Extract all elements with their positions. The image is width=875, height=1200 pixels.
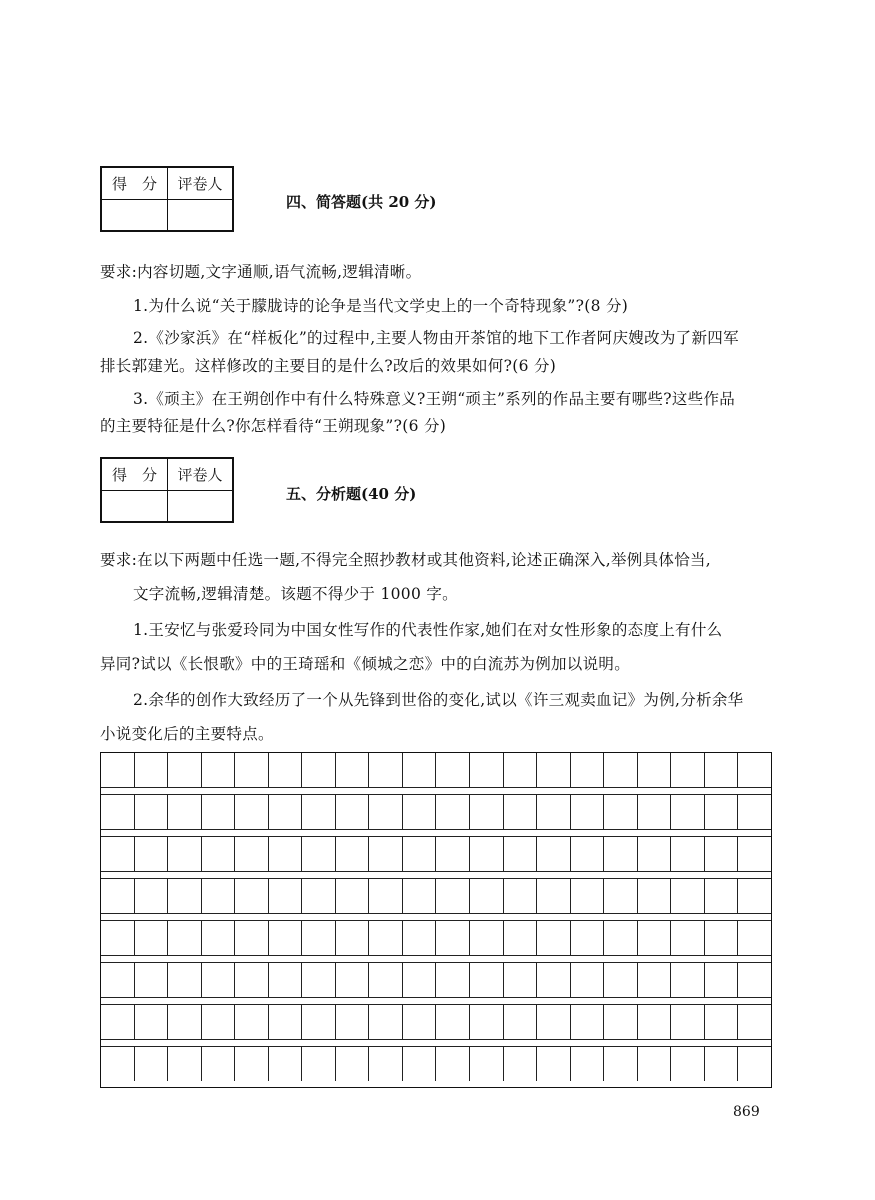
grid-cell[interactable] bbox=[469, 1005, 503, 1039]
grid-cell[interactable] bbox=[201, 879, 235, 913]
section-5-question-2-line-1: 2.余华的创作大致经历了一个从先锋到世俗的变化,试以《许三观卖血记》为例,分析余华 bbox=[133, 691, 744, 709]
grid-cell[interactable] bbox=[234, 1047, 268, 1081]
grid-cell[interactable] bbox=[570, 921, 604, 955]
grid-cell[interactable] bbox=[704, 837, 738, 871]
section-5-question-1-line-1: 1.王安忆与张爱玲同为中国女性写作的代表性作家,她们在对女性形象的态度上有什么 bbox=[133, 621, 723, 639]
grid-cell[interactable] bbox=[101, 1047, 134, 1081]
grid-cell[interactable] bbox=[301, 753, 335, 787]
grid-cell[interactable] bbox=[704, 963, 738, 997]
grid-row bbox=[101, 1047, 771, 1081]
score-field[interactable] bbox=[102, 200, 168, 230]
grid-cell[interactable] bbox=[704, 1047, 738, 1081]
grid-cell[interactable] bbox=[603, 1047, 637, 1081]
grid-cell[interactable] bbox=[637, 879, 671, 913]
grid-cell[interactable] bbox=[101, 921, 134, 955]
grid-cell[interactable] bbox=[570, 795, 604, 829]
grid-row bbox=[101, 879, 771, 913]
grid-cell[interactable] bbox=[101, 1005, 134, 1039]
grid-cell[interactable] bbox=[737, 753, 771, 787]
grid-cell[interactable] bbox=[268, 753, 302, 787]
grid-cell[interactable] bbox=[637, 921, 671, 955]
grader-label: 评卷人 bbox=[168, 168, 232, 200]
grid-cell[interactable] bbox=[737, 837, 771, 871]
grid-cell[interactable] bbox=[435, 879, 469, 913]
grid-row bbox=[101, 837, 771, 871]
grid-cell[interactable] bbox=[603, 837, 637, 871]
grid-cell[interactable] bbox=[368, 921, 402, 955]
grid-cell[interactable] bbox=[301, 1005, 335, 1039]
grid-cell[interactable] bbox=[435, 837, 469, 871]
grid-cell[interactable] bbox=[704, 1005, 738, 1039]
grid-cell[interactable] bbox=[268, 963, 302, 997]
grid-cell[interactable] bbox=[570, 1005, 604, 1039]
grid-cell[interactable] bbox=[503, 1047, 537, 1081]
grid-cell[interactable] bbox=[435, 963, 469, 997]
grid-cell[interactable] bbox=[737, 1047, 771, 1081]
grid-cell[interactable] bbox=[536, 795, 570, 829]
grid-cell[interactable] bbox=[167, 921, 201, 955]
grid-cell[interactable] bbox=[335, 963, 369, 997]
grid-cell[interactable] bbox=[570, 837, 604, 871]
grid-row bbox=[101, 795, 771, 829]
grid-cell[interactable] bbox=[268, 795, 302, 829]
grid-cell[interactable] bbox=[737, 879, 771, 913]
grid-cell[interactable] bbox=[737, 921, 771, 955]
grid-cell[interactable] bbox=[134, 1047, 168, 1081]
grid-cell[interactable] bbox=[670, 753, 704, 787]
grid-cell[interactable] bbox=[603, 795, 637, 829]
grid-cell[interactable] bbox=[670, 879, 704, 913]
answer-grid[interactable] bbox=[100, 752, 772, 1088]
section-4-question-2-line-2: 排长郭建光。这样修改的主要目的是什么?改后的效果如何?(6 分) bbox=[100, 357, 557, 375]
grid-cell[interactable] bbox=[234, 795, 268, 829]
grid-cell[interactable] bbox=[268, 921, 302, 955]
grid-cell[interactable] bbox=[435, 1005, 469, 1039]
grid-cell[interactable] bbox=[637, 753, 671, 787]
grid-cell[interactable] bbox=[503, 1005, 537, 1039]
grid-cell[interactable] bbox=[469, 921, 503, 955]
grid-row-separator bbox=[101, 871, 771, 879]
grid-cell[interactable] bbox=[335, 753, 369, 787]
grid-cell[interactable] bbox=[301, 879, 335, 913]
grid-cell[interactable] bbox=[167, 837, 201, 871]
grid-cell[interactable] bbox=[301, 963, 335, 997]
grid-cell[interactable] bbox=[670, 837, 704, 871]
grid-cell[interactable] bbox=[201, 963, 235, 997]
grid-cell[interactable] bbox=[234, 921, 268, 955]
grid-cell[interactable] bbox=[737, 795, 771, 829]
grid-cell[interactable] bbox=[670, 1047, 704, 1081]
page-number: 869 bbox=[733, 1104, 760, 1120]
grid-cell[interactable] bbox=[536, 1047, 570, 1081]
score-field[interactable] bbox=[102, 491, 168, 521]
grid-cell[interactable] bbox=[201, 837, 235, 871]
grid-cell[interactable] bbox=[637, 1047, 671, 1081]
grid-row-separator bbox=[101, 1039, 771, 1047]
grid-cell[interactable] bbox=[503, 963, 537, 997]
grid-cell[interactable] bbox=[570, 879, 604, 913]
grid-cell[interactable] bbox=[435, 753, 469, 787]
grid-cell[interactable] bbox=[167, 879, 201, 913]
grid-cell[interactable] bbox=[603, 963, 637, 997]
grid-cell[interactable] bbox=[503, 753, 537, 787]
grader-label: 评卷人 bbox=[168, 459, 232, 491]
grid-cell[interactable] bbox=[536, 753, 570, 787]
grid-cell[interactable] bbox=[402, 837, 436, 871]
grid-cell[interactable] bbox=[167, 753, 201, 787]
grid-cell[interactable] bbox=[469, 963, 503, 997]
grid-cell[interactable] bbox=[201, 795, 235, 829]
grid-cell[interactable] bbox=[368, 963, 402, 997]
section-5-requirement-line-2: 文字流畅,逻辑清楚。该题不得少于 1000 字。 bbox=[133, 585, 458, 603]
grid-cell[interactable] bbox=[101, 753, 134, 787]
grid-cell[interactable] bbox=[536, 921, 570, 955]
section-5-question-1-line-2: 异同?试以《长恨歌》中的王琦瑶和《倾城之恋》中的白流苏为例加以说明。 bbox=[100, 655, 631, 673]
grid-cell[interactable] bbox=[368, 879, 402, 913]
grid-cell[interactable] bbox=[402, 1047, 436, 1081]
grid-cell[interactable] bbox=[101, 963, 134, 997]
grid-cell[interactable] bbox=[570, 1047, 604, 1081]
grid-cell[interactable] bbox=[637, 1005, 671, 1039]
score-box-section-5 bbox=[100, 457, 234, 523]
grid-cell[interactable] bbox=[268, 879, 302, 913]
grid-cell[interactable] bbox=[335, 837, 369, 871]
section-4-question-3-line-2: 的主要特征是什么?你怎样看待“王朔现象”?(6 分) bbox=[100, 417, 447, 435]
grid-cell[interactable] bbox=[268, 1047, 302, 1081]
grid-cell[interactable] bbox=[503, 837, 537, 871]
grid-cell[interactable] bbox=[167, 795, 201, 829]
grid-cell[interactable] bbox=[167, 963, 201, 997]
score-label: 得 分 bbox=[102, 459, 168, 491]
grid-cell[interactable] bbox=[201, 921, 235, 955]
grid-cell[interactable] bbox=[134, 837, 168, 871]
grid-cell[interactable] bbox=[134, 921, 168, 955]
grid-cell[interactable] bbox=[503, 795, 537, 829]
grid-row bbox=[101, 1005, 771, 1039]
grid-cell[interactable] bbox=[234, 837, 268, 871]
grid-cell[interactable] bbox=[536, 879, 570, 913]
grid-cell[interactable] bbox=[704, 753, 738, 787]
grid-cell[interactable] bbox=[201, 1005, 235, 1039]
grid-cell[interactable] bbox=[536, 1005, 570, 1039]
grid-cell[interactable] bbox=[737, 1005, 771, 1039]
grid-cell[interactable] bbox=[402, 921, 436, 955]
grid-cell[interactable] bbox=[101, 795, 134, 829]
grid-cell[interactable] bbox=[670, 1005, 704, 1039]
grid-cell[interactable] bbox=[301, 795, 335, 829]
grid-cell[interactable] bbox=[536, 837, 570, 871]
grid-cell[interactable] bbox=[570, 753, 604, 787]
grid-cell[interactable] bbox=[435, 1047, 469, 1081]
grid-cell[interactable] bbox=[637, 837, 671, 871]
grid-cell[interactable] bbox=[670, 921, 704, 955]
grid-row-separator bbox=[101, 787, 771, 795]
section-5-requirement-line-1: 要求:在以下两题中任选一题,不得完全照抄教材或其他资料,论述正确深入,举例具体恰当, bbox=[100, 551, 712, 569]
grid-row-separator bbox=[101, 955, 771, 963]
grid-cell[interactable] bbox=[469, 879, 503, 913]
grid-cell[interactable] bbox=[201, 753, 235, 787]
grid-cell[interactable] bbox=[637, 963, 671, 997]
grid-cell[interactable] bbox=[101, 837, 134, 871]
grid-cell[interactable] bbox=[570, 963, 604, 997]
section-4-title: 四、简答题(共 20 分) bbox=[286, 193, 437, 211]
grid-cell[interactable] bbox=[402, 879, 436, 913]
grid-cell[interactable] bbox=[134, 963, 168, 997]
grid-cell[interactable] bbox=[134, 879, 168, 913]
grid-row bbox=[101, 921, 771, 955]
grid-cell[interactable] bbox=[469, 837, 503, 871]
grid-cell[interactable] bbox=[402, 963, 436, 997]
section-5-question-2-line-2: 小说变化后的主要特点。 bbox=[100, 725, 274, 743]
grid-cell[interactable] bbox=[603, 753, 637, 787]
grid-cell[interactable] bbox=[368, 753, 402, 787]
section-4-question-2-line-1: 2.《沙家浜》在“样板化”的过程中,主要人物由开茶馆的地下工作者阿庆嫂改为了新四军 bbox=[133, 329, 739, 347]
grid-cell[interactable] bbox=[368, 837, 402, 871]
grid-cell[interactable] bbox=[268, 837, 302, 871]
grader-field[interactable] bbox=[168, 491, 232, 521]
grid-cell[interactable] bbox=[704, 921, 738, 955]
section-4-requirement: 要求:内容切题,文字通顺,语气流畅,逻辑清晰。 bbox=[100, 263, 422, 281]
section-5-title: 五、分析题(40 分) bbox=[286, 485, 417, 503]
grid-cell[interactable] bbox=[234, 1005, 268, 1039]
grid-cell[interactable] bbox=[234, 753, 268, 787]
grid-cell[interactable] bbox=[335, 1047, 369, 1081]
grid-cell[interactable] bbox=[503, 921, 537, 955]
grid-cell[interactable] bbox=[335, 879, 369, 913]
grid-cell[interactable] bbox=[402, 1005, 436, 1039]
grid-cell[interactable] bbox=[301, 837, 335, 871]
grid-cell[interactable] bbox=[603, 879, 637, 913]
section-4-question-3-line-1: 3.《顽主》在王朔创作中有什么特殊意义?王朔“顽主”系列的作品主要有哪些?这些作品 bbox=[133, 390, 736, 408]
grid-cell[interactable] bbox=[368, 1047, 402, 1081]
grid-cell[interactable] bbox=[368, 1005, 402, 1039]
grid-cell[interactable] bbox=[737, 963, 771, 997]
score-label: 得 分 bbox=[102, 168, 168, 200]
grid-row bbox=[101, 963, 771, 997]
grid-cell[interactable] bbox=[201, 1047, 235, 1081]
grid-cell[interactable] bbox=[301, 921, 335, 955]
grid-cell[interactable] bbox=[435, 795, 469, 829]
grid-cell[interactable] bbox=[234, 879, 268, 913]
grid-cell[interactable] bbox=[670, 963, 704, 997]
grid-row-separator bbox=[101, 997, 771, 1005]
score-box-section-4 bbox=[100, 166, 234, 232]
grid-cell[interactable] bbox=[167, 1005, 201, 1039]
grid-cell[interactable] bbox=[335, 1005, 369, 1039]
grid-row-separator bbox=[101, 829, 771, 837]
grid-row bbox=[101, 753, 771, 787]
grid-cell[interactable] bbox=[670, 795, 704, 829]
grid-cell[interactable] bbox=[704, 879, 738, 913]
grid-cell[interactable] bbox=[167, 1047, 201, 1081]
section-4-question-1: 1.为什么说“关于朦胧诗的论争是当代文学史上的一个奇特现象”?(8 分) bbox=[133, 297, 629, 315]
grid-cell[interactable] bbox=[603, 921, 637, 955]
grader-field[interactable] bbox=[168, 200, 232, 230]
grid-cell[interactable] bbox=[402, 795, 436, 829]
grid-row-separator bbox=[101, 913, 771, 921]
grid-cell[interactable] bbox=[469, 795, 503, 829]
grid-cell[interactable] bbox=[301, 1047, 335, 1081]
grid-cell[interactable] bbox=[134, 795, 168, 829]
grid-cell[interactable] bbox=[402, 753, 436, 787]
grid-cell[interactable] bbox=[335, 921, 369, 955]
grid-cell[interactable] bbox=[704, 795, 738, 829]
grid-cell[interactable] bbox=[134, 753, 168, 787]
grid-cell[interactable] bbox=[268, 1005, 302, 1039]
grid-cell[interactable] bbox=[368, 795, 402, 829]
grid-cell[interactable] bbox=[603, 1005, 637, 1039]
grid-cell[interactable] bbox=[234, 963, 268, 997]
grid-cell[interactable] bbox=[536, 963, 570, 997]
grid-cell[interactable] bbox=[435, 921, 469, 955]
grid-cell[interactable] bbox=[469, 1047, 503, 1081]
grid-cell[interactable] bbox=[134, 1005, 168, 1039]
grid-cell[interactable] bbox=[335, 795, 369, 829]
grid-cell[interactable] bbox=[637, 795, 671, 829]
grid-cell[interactable] bbox=[469, 753, 503, 787]
grid-cell[interactable] bbox=[101, 879, 134, 913]
grid-cell[interactable] bbox=[503, 879, 537, 913]
